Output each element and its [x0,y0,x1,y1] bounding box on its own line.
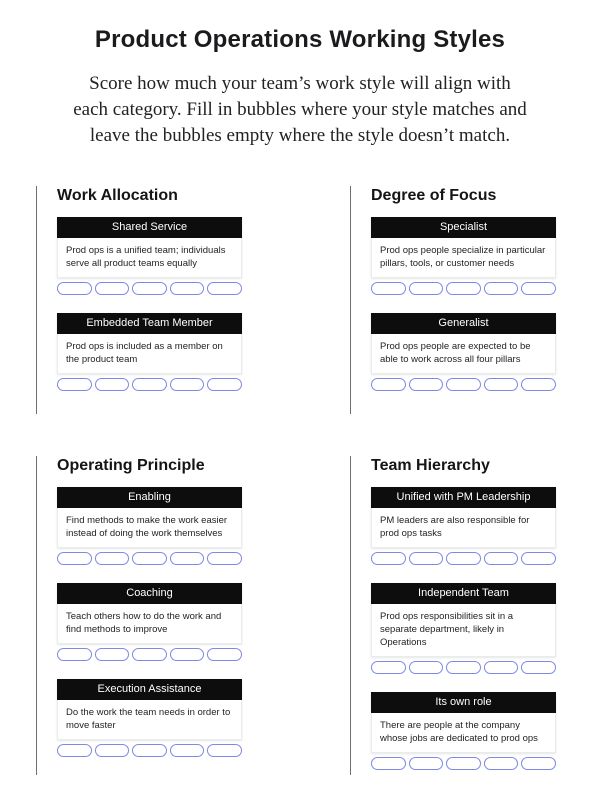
score-bubble[interactable] [95,648,130,661]
score-bubble[interactable] [409,378,444,391]
score-bubble[interactable] [409,552,444,565]
score-bubble[interactable] [95,378,130,391]
card-body: Prod ops people specialize in particular pillars, tools, or customer needs [371,238,556,278]
score-bubble[interactable] [170,282,205,295]
score-bubble[interactable] [371,282,406,295]
card-header: Coaching [57,583,242,604]
card-unified-with-pm-leadership [371,487,556,548]
card-body: Find methods to make the work easier instead of doing the work themselves [57,508,242,548]
score-bubble[interactable] [521,378,556,391]
score-bubble[interactable] [446,378,481,391]
card-embedded-team-member [57,313,242,374]
card-specialist [371,217,556,278]
score-bubble[interactable] [446,282,481,295]
score-bubble[interactable] [484,757,519,770]
score-bubble[interactable] [521,661,556,674]
card-independent-team [371,583,556,657]
score-bubble[interactable] [484,552,519,565]
subtitle-line: each category. Fill in bubbles where your style matches and [73,99,527,120]
score-bubble[interactable] [371,661,406,674]
score-bubble[interactable] [371,552,406,565]
card-generalist [371,313,556,374]
card-body: Teach others how to do the work and find methods to improve [57,604,242,644]
section-title: Work Allocation [57,187,178,204]
score-bubble[interactable] [57,378,92,391]
card-body: PM leaders are also responsible for prod ops tasks [371,508,556,548]
card-header: Embedded Team Member [57,313,242,334]
score-bubble[interactable] [371,378,406,391]
bubble-row [371,661,556,674]
subtitle-line: Score how much your team’s work style will align with [89,73,511,94]
card-body: Prod ops responsibilities sit in a separate department, likely in Operations [371,604,556,657]
score-bubble[interactable] [409,757,444,770]
card-header: Specialist [371,217,556,238]
score-bubble[interactable] [132,282,167,295]
score-bubble[interactable] [132,744,167,757]
card-header: Shared Service [57,217,242,238]
score-bubble[interactable] [484,282,519,295]
score-bubble[interactable] [521,282,556,295]
card-enabling [57,487,242,548]
score-bubble[interactable] [95,552,130,565]
score-bubble[interactable] [409,661,444,674]
score-bubble[interactable] [170,648,205,661]
bubble-row [57,282,242,295]
bubble-row [57,744,242,757]
subtitle-line: leave the bubbles empty where the style doesn’t match. [89,125,511,146]
score-bubble[interactable] [95,744,130,757]
card-header: Unified with PM Leadership [371,487,556,508]
card-header: Enabling [57,487,242,508]
score-bubble[interactable] [371,757,406,770]
score-bubble[interactable] [57,552,92,565]
bubble-row [371,378,556,391]
score-bubble[interactable] [57,744,92,757]
score-bubble[interactable] [95,282,130,295]
score-bubble[interactable] [207,744,242,757]
card-header: Generalist [371,313,556,334]
score-bubble[interactable] [57,648,92,661]
score-bubble[interactable] [207,378,242,391]
bubble-row [57,378,242,391]
card-its-own-role [371,692,556,753]
score-bubble[interactable] [170,744,205,757]
card-body: Prod ops is included as a member on the product team [57,334,242,374]
bubble-row [371,282,556,295]
card-execution-assistance [57,679,242,740]
bubble-row [371,552,556,565]
score-bubble[interactable] [57,282,92,295]
card-coaching [57,583,242,644]
score-bubble[interactable] [521,757,556,770]
card-shared-service [57,217,242,278]
bubble-row [371,757,556,770]
score-bubble[interactable] [484,378,519,391]
score-bubble[interactable] [132,378,167,391]
score-bubble[interactable] [521,552,556,565]
score-bubble[interactable] [207,282,242,295]
card-header: Independent Team [371,583,556,604]
score-bubble[interactable] [170,378,205,391]
bubble-row [57,552,242,565]
score-bubble[interactable] [132,552,167,565]
card-header: Execution Assistance [57,679,242,700]
score-bubble[interactable] [484,661,519,674]
section-work-allocation [36,186,316,414]
card-header: Its own role [371,692,556,713]
section-title: Degree of Focus [371,187,497,204]
score-bubble[interactable] [409,282,444,295]
section-team-hierarchy [350,456,580,775]
section-degree-of-focus [350,186,580,414]
score-bubble[interactable] [132,648,167,661]
bubble-row [57,648,242,661]
score-bubble[interactable] [446,757,481,770]
section-title: Operating Principle [57,457,205,474]
score-bubble[interactable] [446,661,481,674]
score-bubble[interactable] [170,552,205,565]
page-title: Product Operations Working Styles [94,26,506,53]
section-title: Team Hierarchy [371,457,490,474]
card-body: Prod ops people are expected to be able to work across all four pillars [371,334,556,374]
card-body: Prod ops is a unified team; individuals serve all product teams equally [57,238,242,278]
score-bubble[interactable] [207,552,242,565]
card-body: Do the work the team needs in order to move faster [57,700,242,740]
card-body: There are people at the company whose jobs are dedicated to prod ops [371,713,556,753]
score-bubble[interactable] [207,648,242,661]
section-operating-principle [36,456,316,775]
page-subtitle [30,71,570,149]
score-bubble[interactable] [446,552,481,565]
